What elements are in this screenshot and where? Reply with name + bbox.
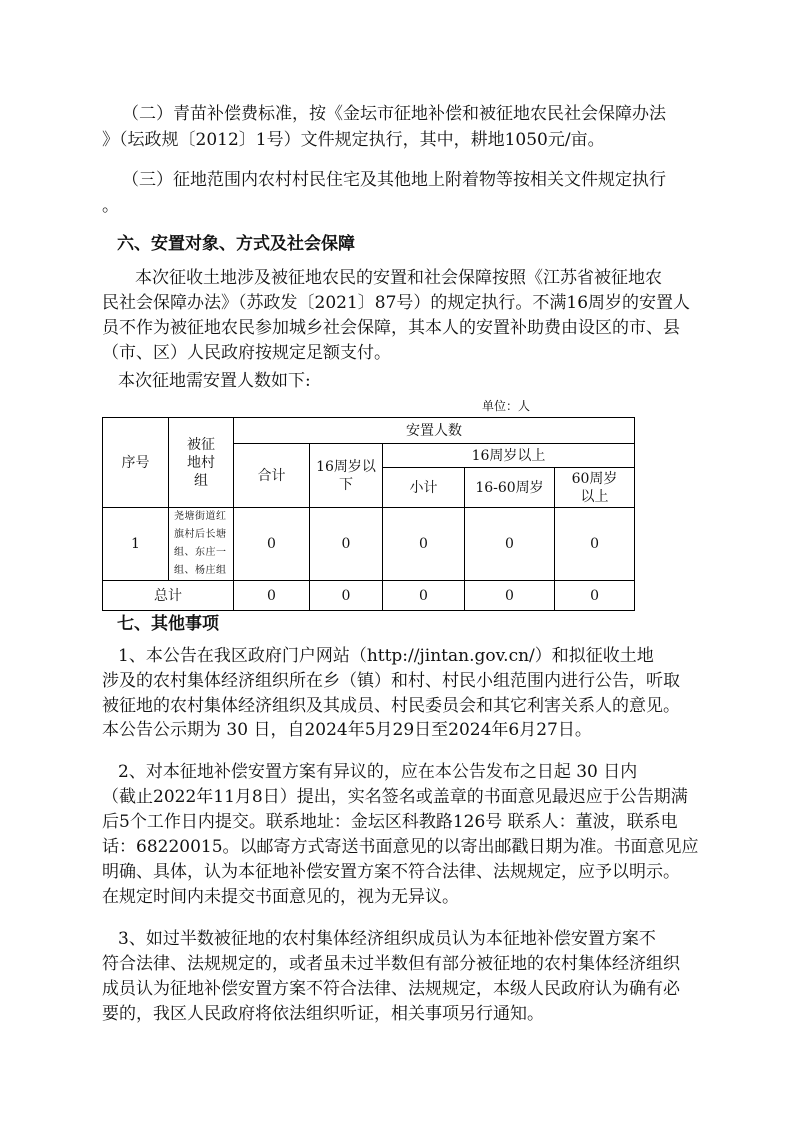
text-run: 成员认为征地补偿安置方案不符合法律、法规规定，本级人民政府认为确有必	[102, 979, 680, 999]
text-run: 民社会保障办法》（苏政发〔2021〕87号）的规定执行。不满16周岁的安置人	[102, 293, 691, 313]
header-over16: 16周岁以上	[383, 444, 635, 468]
text-run: 涉及的农村集体经济组织所在乡（镇）和村、村民小组范围内进行公告，听取	[102, 671, 680, 691]
placement-table	[102, 417, 635, 611]
cell-subtotal: 0	[383, 508, 465, 581]
text-run: 员不作为被征地农民参加城乡社会保障，其本人的安置补助费由设区的市、县	[102, 318, 680, 338]
cell-sum-over60: 0	[555, 581, 635, 611]
text-run: 1、本公告在我区政府门户网站（http://jintan.gov.cn/）和拟征收土地	[118, 646, 654, 666]
text-run: 被征地的农村集体经济组织及其成员、村民委员会和其它利害关系人的意见。	[102, 696, 680, 716]
text-run: 本次征地需安置人数如下:	[118, 371, 311, 391]
cell-index: 1	[103, 508, 169, 581]
text-run: （截止2022年11月8日）提出，实名签名或盖章的书面意见最迟应于公告期满	[102, 787, 688, 807]
header-over60-text: 60周岁以上	[571, 470, 618, 505]
text-run: 符合法律、法规规定的，或者虽未过半数但有部分被征地的农村集体经济组织	[102, 954, 680, 974]
cell-16to60: 0	[465, 508, 555, 581]
header-group-text: 被征地村组	[187, 436, 215, 489]
text-run: 。	[102, 196, 119, 216]
header-index: 序号	[103, 418, 169, 508]
text-run: 后5个工作日内提交。联系地址：金坛区科教路126号 联系人：董波，联系电	[102, 812, 678, 832]
text-run: 话：68220015。以邮寄方式寄送书面意见的以寄出邮戳日期为准。书面意见应	[102, 837, 699, 857]
cell-sum-total: 0	[234, 581, 310, 611]
table-row	[103, 508, 635, 581]
cell-over60: 0	[555, 508, 635, 581]
section-heading-6: 六、安置对象、方式及社会保障	[117, 234, 355, 254]
text-run: 2、对本征地补偿安置方案有异议的，应在本公告发布之日起 30 日内	[118, 762, 638, 782]
table-unit-label: 单位：人	[482, 399, 531, 413]
header-16to60: 16-60周岁	[465, 468, 555, 508]
header-placement: 安置人数	[234, 418, 635, 444]
text-run: 在规定时间内未提交书面意见的，视为无异议。	[102, 887, 459, 907]
text-run: 本次征收土地涉及被征地农民的安置和社会保障按照《江苏省被征地农	[135, 268, 662, 288]
cell-under16: 0	[310, 508, 383, 581]
header-under16	[310, 444, 383, 508]
cell-group-text: 尧塘街道红旗村后长塘组、东庄一组、杨庄组	[174, 511, 227, 576]
text-run: 明确、具体，认为本征地补偿安置方案不符合法律、法规规定，应予以明示。	[102, 862, 680, 882]
header-under16-text: 16周岁以下	[316, 458, 376, 493]
text-run: 3、如过半数被征地的农村集体经济组织成员认为本征地补偿安置方案不	[118, 929, 656, 949]
text-run: （三）征地范围内农村村民住宅及其他地上附着物等按相关文件规定执行	[122, 170, 666, 190]
header-group	[169, 418, 234, 508]
header-total: 合计	[234, 444, 310, 508]
cell-sum-16to60: 0	[465, 581, 555, 611]
cell-sum-under16: 0	[310, 581, 383, 611]
text-run: 要的，我区人民政府将依法组织听证，相关事项另行通知。	[102, 1004, 544, 1024]
table-sum-row	[103, 581, 635, 611]
header-over60	[555, 468, 635, 508]
cell-sum-label: 总计	[103, 581, 234, 611]
cell-group	[169, 508, 234, 581]
cell-total: 0	[234, 508, 310, 581]
text-run: 》（坛政规〔2012〕1号）文件规定执行，其中，耕地1050元/亩。	[102, 130, 605, 150]
text-run: （市、区）人民政府按规定足额支付。	[102, 343, 391, 363]
section-heading-7: 七、其他事项	[117, 614, 219, 634]
header-subtotal: 小计	[383, 468, 465, 508]
text-run: 本公告公示期为 30 日，自2024年5月29日至2024年6月27日。	[102, 720, 592, 740]
cell-sum-subtotal: 0	[383, 581, 465, 611]
text-run: （二）青苗补偿费标准，按《金坛市征地补偿和被征地农民社会保障办法	[122, 104, 666, 124]
